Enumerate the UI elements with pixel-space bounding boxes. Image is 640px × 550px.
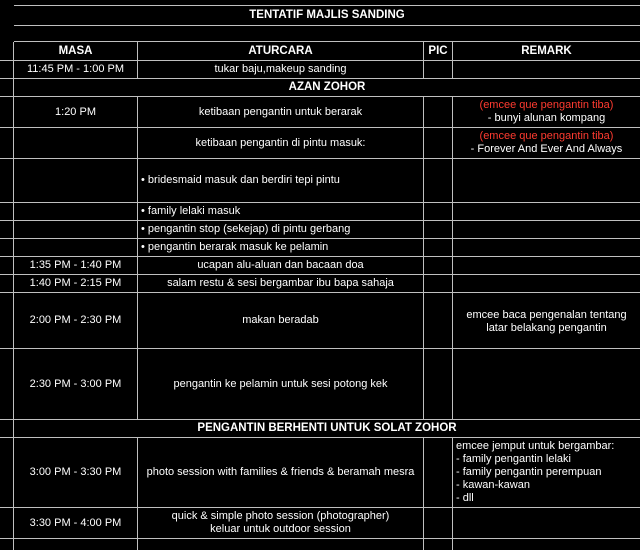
schedule-title: TENTATIF MAJLIS SANDING (14, 6, 640, 26)
remark-text: - bunyi alunan kompang (487, 112, 606, 124)
aturcara-cell: photo session with families & friends & beramah mesra (138, 438, 424, 508)
section-solat-zohor: PENGANTIN BERHENTI UNTUK SOLAT ZOHOR (14, 420, 640, 438)
masa-cell: 3:00 PM - 3:30 PM (14, 438, 138, 508)
masa-cell: 3:30 PM - 4:00 PM (14, 508, 138, 539)
remark-text: emcee baca pengenalan tentang (466, 309, 627, 321)
table-row (0, 61, 640, 79)
section-row (0, 79, 640, 97)
aturcara-line: keluar untuk outdoor session (210, 523, 351, 535)
header-remark: REMARK (453, 42, 640, 61)
aturcara-cell: makan beradab (138, 293, 424, 349)
header-row (0, 42, 640, 61)
table-row (0, 349, 640, 420)
remark-text: latar belakang pengantin (486, 322, 607, 334)
remark-cue: (emcee que pengantin tiba) (479, 99, 614, 111)
remark-line: emcee jemput untuk bergambar: (456, 440, 615, 452)
remark-text: - Forever And Ever And Always (470, 143, 623, 155)
section-azan-zohor: AZAN ZOHOR (14, 79, 640, 97)
aturcara-cell: ketibaan pengantin di pintu masuk: (138, 128, 424, 159)
table-row (0, 275, 640, 293)
spacer-row (0, 26, 640, 42)
remark-line: - family pengantin lelaki (456, 453, 571, 465)
aturcara-cell: • pengantin stop (sekejap) di pintu gerbang (138, 221, 424, 239)
remark-cue: (emcee que pengantin tiba) (479, 130, 614, 142)
masa-cell: 1:40 PM - 2:15 PM (14, 275, 138, 293)
header-aturcara: ATURCARA (138, 42, 424, 61)
table-row (0, 128, 640, 159)
table-row (0, 438, 640, 508)
remark-line: - kawan-kawan (456, 479, 530, 491)
remark-list (456, 440, 614, 505)
table-row (0, 221, 640, 239)
aturcara-cell: ketibaan pengantin untuk berarak (138, 97, 424, 128)
remark-line: - family pengantin perempuan (456, 466, 602, 478)
remark-line: - dll (456, 492, 474, 504)
section-row (0, 420, 640, 438)
table-row (0, 239, 640, 257)
table-row (0, 539, 640, 550)
aturcara-cell: pengantin ke pelamin untuk sesi potong kek (138, 349, 424, 420)
masa-cell: 1:35 PM - 1:40 PM (14, 257, 138, 275)
aturcara-cell: tukar baju,makeup sanding (138, 61, 424, 79)
remark-cell (453, 438, 640, 508)
remark-cell (453, 97, 640, 128)
header-pic: PIC (424, 42, 453, 61)
masa-cell: 1:20 PM (14, 97, 138, 128)
table-row (0, 97, 640, 128)
remark-cell (453, 128, 640, 159)
table-row (0, 257, 640, 275)
aturcara-cell: salam restu & sesi bergambar ibu bapa sahaja (138, 275, 424, 293)
aturcara-cell (138, 508, 424, 539)
aturcara-cell: • family lelaki masuk (138, 203, 424, 221)
title-row (0, 6, 640, 26)
remark-cell (453, 293, 640, 349)
aturcara-cell: • bridesmaid masuk dan berdiri tepi pintu (138, 159, 424, 203)
aturcara-line: quick & simple photo session (photographer) (171, 510, 390, 522)
table-row (0, 293, 640, 349)
table-row (0, 203, 640, 221)
table-row (0, 159, 640, 203)
aturcara-cell: ucapan alu-aluan dan bacaan doa (138, 257, 424, 275)
masa-cell: 2:30 PM - 3:00 PM (14, 349, 138, 420)
masa-cell: 2:00 PM - 2:30 PM (14, 293, 138, 349)
header-masa: MASA (14, 42, 138, 61)
aturcara-cell: • pengantin berarak masuk ke pelamin (138, 239, 424, 257)
table-row (0, 508, 640, 539)
masa-cell: 11:45 PM - 1:00 PM (14, 61, 138, 79)
